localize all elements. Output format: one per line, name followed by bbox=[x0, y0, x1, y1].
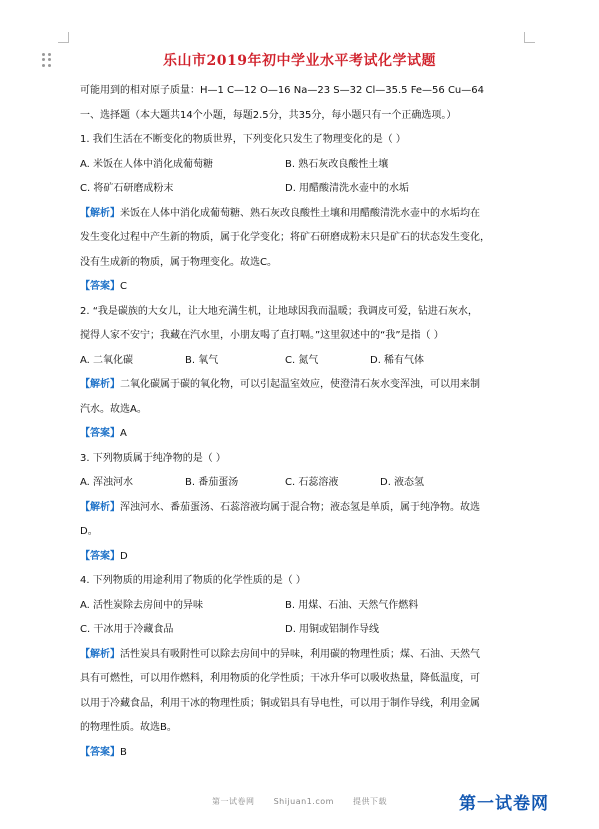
option-row bbox=[80, 177, 530, 202]
option-a: A. 二氧化碳 bbox=[80, 354, 134, 366]
option-b: B. 熟石灰改良酸性土壤 bbox=[285, 158, 389, 170]
analysis-line: 【解析】活性炭具有吸附性可以除去房间中的异味，利用碳的物理性质；煤、石油、天然气 bbox=[80, 648, 480, 660]
answer-value: C bbox=[120, 281, 127, 292]
option-row bbox=[80, 153, 530, 178]
page-corner-mark bbox=[524, 32, 535, 43]
question-stem: 2. “我是碳族的大女儿，让大地充满生机，让地球因我而温暖；我调皮可爱，钻进石灰水， bbox=[80, 305, 478, 317]
answer-tag: 【答案】 bbox=[80, 746, 120, 758]
answer-line bbox=[80, 422, 530, 447]
footer-site-name: 第一试卷网 bbox=[212, 797, 255, 806]
option-a: A. 活性炭除去房间中的异味 bbox=[80, 599, 204, 611]
analysis-tag: 【解析】 bbox=[80, 379, 120, 390]
option-a: A. 米饭在人体中消化成葡萄糖 bbox=[80, 158, 214, 170]
document-body bbox=[80, 79, 530, 765]
analysis-line: D。 bbox=[80, 526, 98, 537]
analysis-tag: 【解析】 bbox=[80, 207, 120, 219]
analysis-line: 【解析】米饭在人体中消化成葡萄糖、熟石灰改良酸性土壤和用醋酸清洗水壶中的水垢均在 bbox=[80, 207, 480, 219]
option-row bbox=[80, 349, 530, 374]
option-c: C. 干冰用于冷藏食品 bbox=[80, 624, 174, 635]
analysis-tag: 【解析】 bbox=[80, 501, 120, 513]
footer-note: 提供下载 bbox=[352, 797, 387, 806]
page-corner-mark bbox=[58, 32, 69, 43]
analysis-line: 【解析】二氧化碳属于碳的氧化物，可以引起温室效应，使澄清石灰水变浑浊，可以用来制 bbox=[80, 379, 480, 390]
question-stem: 搅得人家不安宁；我藏在汽水里，小朋友喝了直打嗝。”这里叙述中的“我”是指（ ） bbox=[80, 330, 444, 341]
option-row bbox=[80, 594, 530, 619]
intro-line: 可能用到的相对原子质量：H—1 C—12 O—16 Na—23 S—32 Cl—35.5 Fe—56 Cu—64 bbox=[80, 85, 484, 96]
option-c: C. 氮气 bbox=[285, 354, 319, 366]
question-stem: 3. 下列物质属于纯净物的是（ ） bbox=[80, 452, 226, 464]
analysis-tag: 【解析】 bbox=[80, 648, 120, 660]
section-heading: 一、选择题（本大题共14个小题，每题2.5分，共35分，每小题只有一个正确选项。） bbox=[80, 109, 457, 121]
footer-url[interactable]: Shijuan1.com bbox=[273, 797, 334, 806]
option-row bbox=[80, 471, 530, 496]
question-stem: 1. 我们生活在不断变化的物质世界，下列变化只发生了物理变化的是（ ） bbox=[80, 134, 406, 145]
option-b: B. 用煤、石油、天然气作燃料 bbox=[285, 599, 419, 611]
answer-line bbox=[80, 741, 530, 766]
option-d: D. 用铜或铝制作导线 bbox=[285, 624, 380, 635]
brand-logo: 第一试卷网 bbox=[459, 794, 549, 814]
analysis-line: 【解析】浑浊河水、番茄蛋汤、石蕊溶液均属于混合物；液态氢是单质，属于纯净物。故选 bbox=[80, 501, 480, 513]
option-a: A. 浑浊河水 bbox=[80, 477, 134, 488]
answer-tag: 【答案】 bbox=[80, 281, 120, 292]
analysis-line: 的物理性质。故选B。 bbox=[80, 722, 177, 733]
answer-line bbox=[80, 545, 530, 570]
analysis-line: 汽水。故选A。 bbox=[80, 403, 147, 415]
analysis-line: 以用于冷藏食品，利用干冰的物理性质；铜或铝具有导电性，可以用于制作导线，利用金属 bbox=[80, 697, 480, 709]
analysis-line: 没有生成新的物质，属于物理变化。故选C。 bbox=[80, 256, 277, 268]
answer-value: A bbox=[120, 428, 127, 439]
option-d: D. 用醋酸清洗水壶中的水垢 bbox=[285, 183, 410, 194]
analysis-line: 具有可燃性，可以用作燃料，利用物质的化学性质；干冰升华可以吸收热量，降低温度，可 bbox=[80, 673, 480, 684]
option-c: C. 石蕊溶液 bbox=[285, 477, 339, 488]
option-c: C. 将矿石研磨成粉末 bbox=[80, 183, 174, 194]
option-b: B. 氧气 bbox=[185, 354, 219, 366]
answer-tag: 【答案】 bbox=[80, 428, 120, 439]
analysis-line: 发生变化过程中产生新的物质，属于化学变化；将矿石研磨成粉末只是矿石的状态发生变化， bbox=[80, 232, 490, 243]
question-stem: 4. 下列物质的用途利用了物质的化学性质的是（ ） bbox=[80, 575, 306, 586]
page-title: 乐山市2019年初中学业水平考试化学试题 bbox=[163, 53, 436, 69]
option-d: D. 液态氢 bbox=[380, 477, 425, 488]
answer-line bbox=[80, 275, 530, 300]
answer-tag: 【答案】 bbox=[80, 550, 120, 562]
answer-value: B bbox=[120, 746, 127, 758]
option-row bbox=[80, 618, 530, 643]
answer-value: D bbox=[120, 550, 128, 562]
option-d: D. 稀有气体 bbox=[370, 354, 425, 366]
option-b: B. 番茄蛋汤 bbox=[185, 477, 239, 488]
